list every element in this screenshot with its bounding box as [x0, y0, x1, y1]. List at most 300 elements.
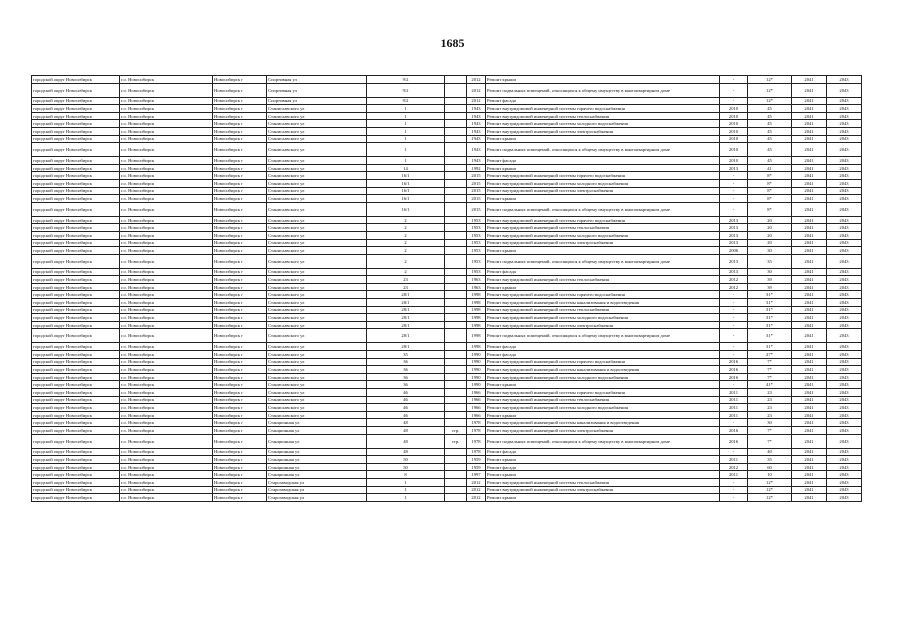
- cell-settlement: г.о. Новосибирск: [120, 411, 213, 419]
- cell-last-repair-year: -: [720, 179, 748, 187]
- cell-wear-percent: 39: [748, 276, 792, 284]
- cell-house: 16/1: [367, 179, 445, 187]
- cell-municipality: городской округ Новосибирск: [32, 306, 120, 314]
- cell-plan-start: 2041: [792, 478, 827, 486]
- cell-locality: Новосибирск г: [213, 97, 267, 105]
- cell-settlement: г.о. Новосибирск: [120, 135, 213, 143]
- table-row: [32, 247, 862, 255]
- cell-house: 8: [367, 471, 445, 479]
- cell-house: 1: [367, 127, 445, 135]
- cell-last-repair-year: 2013: [720, 216, 748, 224]
- cell-municipality: городской округ Новосибирск: [32, 448, 120, 456]
- cell-last-repair-year: 2010: [720, 135, 748, 143]
- cell-settlement: г.о. Новосибирск: [120, 404, 213, 412]
- cell-building: [445, 494, 467, 502]
- cell-municipality: городской округ Новосибирск: [32, 373, 120, 381]
- cell-wear-percent: 7*: [748, 373, 792, 381]
- cell-last-repair-year: 2011: [720, 456, 748, 464]
- cell-wear-percent: 40: [748, 448, 792, 456]
- cell-municipality: городской округ Новосибирск: [32, 389, 120, 397]
- cell-last-repair-year: 2012: [720, 463, 748, 471]
- cell-last-repair-year: -: [720, 306, 748, 314]
- cell-last-repair-year: -: [720, 76, 748, 84]
- cell-plan-start: 2041: [792, 329, 827, 343]
- cell-plan-start: 2041: [792, 120, 827, 128]
- cell-settlement: г.о. Новосибирск: [120, 351, 213, 359]
- cell-work-type: Ремонт фасада: [486, 343, 720, 351]
- cell-work-type: Ремонт внутридомовой инженерной системы холодного водоснабжения: [486, 314, 720, 322]
- cell-building: [445, 463, 467, 471]
- cell-house: 46: [367, 404, 445, 412]
- cell-work-type: Ремонт внутридомовой инженерной системы холодного водоснабжения: [486, 231, 720, 239]
- cell-settlement: г.о. Новосибирск: [120, 83, 213, 97]
- cell-building: [445, 120, 467, 128]
- cell-plan-start: 2041: [792, 396, 827, 404]
- cell-settlement: г.о. Новосибирск: [120, 494, 213, 502]
- cell-building: [445, 97, 467, 105]
- cell-year-built: 2015: [467, 179, 486, 187]
- cell-year-built: 2012: [467, 494, 486, 502]
- cell-last-repair-year: 2012: [720, 276, 748, 284]
- cell-settlement: г.о. Новосибирск: [120, 329, 213, 343]
- cell-municipality: городской округ Новосибирск: [32, 411, 120, 419]
- cell-plan-end: 2043: [827, 239, 862, 247]
- cell-last-repair-year: -: [720, 321, 748, 329]
- cell-plan-end: 2043: [827, 463, 862, 471]
- cell-house: 9/2: [367, 83, 445, 97]
- cell-settlement: г.о. Новосибирск: [120, 343, 213, 351]
- cell-locality: Новосибирск г: [213, 247, 267, 255]
- cell-house: 2: [367, 216, 445, 224]
- cell-plan-start: 2041: [792, 373, 827, 381]
- cell-plan-end: 2043: [827, 231, 862, 239]
- cell-work-type: Ремонт внутридомовой инженерной системы теплоснабжения: [486, 224, 720, 232]
- cell-settlement: г.о. Новосибирск: [120, 396, 213, 404]
- cell-building: [445, 478, 467, 486]
- cell-building: [445, 419, 467, 427]
- cell-building: [445, 351, 467, 359]
- cell-settlement: г.о. Новосибирск: [120, 314, 213, 322]
- cell-wear-percent: 31*: [748, 291, 792, 299]
- table-row: [32, 195, 862, 203]
- cell-plan-end: 2043: [827, 411, 862, 419]
- cell-plan-start: 2041: [792, 486, 827, 494]
- cell-municipality: городской округ Новосибирск: [32, 276, 120, 284]
- cell-locality: Новосибирск г: [213, 306, 267, 314]
- cell-last-repair-year: -: [720, 195, 748, 203]
- cell-work-type: Ремонт крыши: [486, 456, 720, 464]
- cell-house: 28/1: [367, 343, 445, 351]
- table-row: [32, 404, 862, 412]
- cell-street: Спортивная ул: [267, 97, 367, 105]
- cell-wear-percent: 30: [748, 247, 792, 255]
- cell-work-type: Ремонт внутридомовой инженерной системы холодного водоснабжения: [486, 120, 720, 128]
- cell-locality: Новосибирск г: [213, 471, 267, 479]
- table-row: [32, 358, 862, 366]
- cell-street: Старозаводская ул: [267, 486, 367, 494]
- table-row: [32, 448, 862, 456]
- table-row: [32, 321, 862, 329]
- cell-plan-start: 2041: [792, 164, 827, 172]
- cell-plan-end: 2043: [827, 404, 862, 412]
- table-row: [32, 120, 862, 128]
- cell-last-repair-year: 2010: [720, 157, 748, 165]
- cell-locality: Новосибирск г: [213, 381, 267, 389]
- cell-settlement: г.о. Новосибирск: [120, 434, 213, 448]
- cell-house: 28/1: [367, 329, 445, 343]
- cell-municipality: городской округ Новосибирск: [32, 143, 120, 157]
- cell-plan-start: 2041: [792, 404, 827, 412]
- cell-municipality: городской округ Новосибирск: [32, 231, 120, 239]
- cell-plan-end: 2043: [827, 83, 862, 97]
- cell-work-type: Ремонт крыши: [486, 135, 720, 143]
- cell-municipality: городской округ Новосибирск: [32, 314, 120, 322]
- cell-municipality: городской округ Новосибирск: [32, 268, 120, 276]
- cell-last-repair-year: -: [720, 172, 748, 180]
- cell-settlement: г.о. Новосибирск: [120, 216, 213, 224]
- cell-street: Станиславского ул: [267, 381, 367, 389]
- cell-building: [445, 411, 467, 419]
- cell-street: Станционная ул: [267, 419, 367, 427]
- cell-locality: Новосибирск г: [213, 143, 267, 157]
- cell-building: [445, 381, 467, 389]
- cell-plan-end: 2043: [827, 179, 862, 187]
- cell-wear-percent: 45: [748, 135, 792, 143]
- cell-plan-end: 2043: [827, 112, 862, 120]
- cell-last-repair-year: -: [720, 448, 748, 456]
- cell-street: Старозаводская ул: [267, 494, 367, 502]
- table-row: [32, 291, 862, 299]
- table-row: [32, 112, 862, 120]
- cell-building: [445, 164, 467, 172]
- cell-wear-percent: 30: [748, 268, 792, 276]
- cell-settlement: г.о. Новосибирск: [120, 291, 213, 299]
- cell-wear-percent: 23: [748, 411, 792, 419]
- cell-municipality: городской округ Новосибирск: [32, 195, 120, 203]
- cell-year-built: 1943: [467, 120, 486, 128]
- cell-street: Станиславского ул: [267, 343, 367, 351]
- cell-locality: Новосибирск г: [213, 389, 267, 397]
- cell-wear-percent: 8*: [748, 187, 792, 195]
- cell-street: Станиславского ул: [267, 105, 367, 113]
- table-row: [32, 329, 862, 343]
- cell-year-built: 1990: [467, 351, 486, 359]
- cell-street: Станиславского ул: [267, 404, 367, 412]
- cell-locality: Новосибирск г: [213, 321, 267, 329]
- cell-municipality: городской округ Новосибирск: [32, 127, 120, 135]
- table-row: [32, 299, 862, 307]
- cell-municipality: городской округ Новосибирск: [32, 478, 120, 486]
- cell-municipality: городской округ Новосибирск: [32, 172, 120, 180]
- table-row: [32, 105, 862, 113]
- cell-plan-start: 2041: [792, 127, 827, 135]
- cell-work-type: Ремонт внутридомовой инженерной системы канализования и водоотведения: [486, 299, 720, 307]
- cell-year-built: 1990: [467, 358, 486, 366]
- cell-street: Станиславского ул: [267, 172, 367, 180]
- cell-work-type: Ремонт подвальных помещений, относящихся к общему имуществу в многоквартирном доме: [486, 83, 720, 97]
- cell-work-type: Ремонт крыши: [486, 494, 720, 502]
- cell-settlement: г.о. Новосибирск: [120, 306, 213, 314]
- cell-last-repair-year: 2010: [720, 127, 748, 135]
- cell-building: [445, 202, 467, 216]
- cell-plan-start: 2041: [792, 343, 827, 351]
- cell-plan-end: 2043: [827, 157, 862, 165]
- table-row: [32, 202, 862, 216]
- cell-plan-end: 2043: [827, 366, 862, 374]
- cell-municipality: городской округ Новосибирск: [32, 105, 120, 113]
- cell-plan-start: 2041: [792, 434, 827, 448]
- cell-year-built: 1963: [467, 283, 486, 291]
- cell-building: [445, 321, 467, 329]
- cell-building: [445, 366, 467, 374]
- cell-building: [445, 127, 467, 135]
- cell-street: Станиславского ул: [267, 299, 367, 307]
- cell-wear-percent: 10: [748, 471, 792, 479]
- cell-work-type: Ремонт внутридомовой инженерной системы электроснабжения: [486, 187, 720, 195]
- cell-plan-start: 2041: [792, 351, 827, 359]
- cell-locality: Новосибирск г: [213, 76, 267, 84]
- cell-street: Станиславского ул: [267, 195, 367, 203]
- cell-plan-start: 2041: [792, 321, 827, 329]
- cell-last-repair-year: 2016: [720, 373, 748, 381]
- cell-plan-end: 2043: [827, 314, 862, 322]
- cell-wear-percent: 20: [748, 224, 792, 232]
- cell-plan-start: 2041: [792, 112, 827, 120]
- cell-street: Станиславского ул: [267, 127, 367, 135]
- cell-house: 16/1: [367, 172, 445, 180]
- cell-plan-start: 2041: [792, 224, 827, 232]
- cell-building: [445, 276, 467, 284]
- cell-last-repair-year: 2011: [720, 396, 748, 404]
- cell-municipality: городской округ Новосибирск: [32, 404, 120, 412]
- cell-house: 2: [367, 231, 445, 239]
- table-row: [32, 486, 862, 494]
- cell-locality: Новосибирск г: [213, 486, 267, 494]
- cell-year-built: 1953: [467, 239, 486, 247]
- cell-last-repair-year: 2013: [720, 231, 748, 239]
- cell-building: [445, 157, 467, 165]
- cell-settlement: г.о. Новосибирск: [120, 268, 213, 276]
- cell-wear-percent: 45: [748, 127, 792, 135]
- cell-work-type: Ремонт фасада: [486, 351, 720, 359]
- cell-plan-start: 2041: [792, 195, 827, 203]
- table-row: [32, 314, 862, 322]
- cell-plan-start: 2041: [792, 381, 827, 389]
- table-row: [32, 396, 862, 404]
- cell-house: 48: [367, 426, 445, 434]
- cell-house: 50: [367, 463, 445, 471]
- cell-house: 36: [367, 366, 445, 374]
- cell-wear-percent: 41*: [748, 381, 792, 389]
- cell-locality: Новосибирск г: [213, 373, 267, 381]
- cell-year-built: 1953: [467, 216, 486, 224]
- cell-plan-end: 2043: [827, 172, 862, 180]
- cell-street: Станиславского ул: [267, 283, 367, 291]
- cell-house: 14: [367, 164, 445, 172]
- cell-wear-percent: 31*: [748, 299, 792, 307]
- cell-plan-end: 2043: [827, 195, 862, 203]
- cell-locality: Новосибирск г: [213, 231, 267, 239]
- cell-street: Станиславского ул: [267, 291, 367, 299]
- cell-building: [445, 314, 467, 322]
- cell-plan-start: 2041: [792, 306, 827, 314]
- cell-plan-end: 2043: [827, 105, 862, 113]
- cell-street: Станиславского ул: [267, 112, 367, 120]
- table-row: [32, 268, 862, 276]
- cell-street: Станиславского ул: [267, 247, 367, 255]
- cell-plan-end: 2043: [827, 396, 862, 404]
- cell-plan-end: 2043: [827, 76, 862, 84]
- cell-year-built: 1978: [467, 419, 486, 427]
- cell-wear-percent: 31*: [748, 329, 792, 343]
- cell-work-type: Ремонт внутридомовой инженерной системы электроснабжения: [486, 127, 720, 135]
- cell-house: 46: [367, 396, 445, 404]
- cell-wear-percent: 20: [748, 231, 792, 239]
- cell-house: 50: [367, 456, 445, 464]
- cell-house: 36: [367, 358, 445, 366]
- cell-year-built: 1998: [467, 314, 486, 322]
- cell-settlement: г.о. Новосибирск: [120, 247, 213, 255]
- cell-building: [445, 291, 467, 299]
- cell-last-repair-year: 2016: [720, 434, 748, 448]
- cell-plan-end: 2043: [827, 283, 862, 291]
- cell-plan-end: 2043: [827, 143, 862, 157]
- cell-last-repair-year: 2016: [720, 426, 748, 434]
- cell-year-built: 1998: [467, 299, 486, 307]
- cell-street: Станиславского ул: [267, 216, 367, 224]
- table-row: [32, 127, 862, 135]
- cell-settlement: г.о. Новосибирск: [120, 419, 213, 427]
- cell-wear-percent: 30: [748, 419, 792, 427]
- cell-plan-end: 2043: [827, 426, 862, 434]
- cell-work-type: Ремонт подвальных помещений, относящихся к общему имуществу в многоквартирном доме: [486, 434, 720, 448]
- cell-house: 16/1: [367, 202, 445, 216]
- cell-year-built: 1943: [467, 127, 486, 135]
- cell-last-repair-year: -: [720, 291, 748, 299]
- cell-building: [445, 486, 467, 494]
- cell-municipality: городской округ Новосибирск: [32, 494, 120, 502]
- cell-work-type: Ремонт внутридомовой инженерной системы электроснабжения: [486, 321, 720, 329]
- cell-building: [445, 404, 467, 412]
- cell-year-built: 1953: [467, 231, 486, 239]
- cell-house: 2: [367, 268, 445, 276]
- cell-plan-start: 2041: [792, 494, 827, 502]
- cell-locality: Новосибирск г: [213, 343, 267, 351]
- cell-wear-percent: 27*: [748, 351, 792, 359]
- cell-street: Станиславского ул: [267, 135, 367, 143]
- cell-plan-start: 2041: [792, 187, 827, 195]
- table-body: [32, 76, 862, 502]
- cell-wear-percent: 45: [748, 112, 792, 120]
- cell-last-repair-year: 2013: [720, 254, 748, 268]
- table-row: [32, 97, 862, 105]
- cell-street: Станиславского ул: [267, 366, 367, 374]
- table-row: [32, 239, 862, 247]
- cell-plan-end: 2043: [827, 164, 862, 172]
- cell-locality: Новосибирск г: [213, 105, 267, 113]
- cell-building: [445, 254, 467, 268]
- cell-settlement: г.о. Новосибирск: [120, 486, 213, 494]
- cell-year-built: 1998: [467, 306, 486, 314]
- cell-year-built: 1998: [467, 291, 486, 299]
- cell-settlement: г.о. Новосибирск: [120, 358, 213, 366]
- cell-wear-percent: 39: [748, 283, 792, 291]
- cell-work-type: Ремонт крыши: [486, 283, 720, 291]
- cell-wear-percent: 45: [748, 157, 792, 165]
- cell-locality: Новосибирск г: [213, 494, 267, 502]
- cell-last-repair-year: -: [720, 381, 748, 389]
- cell-street: Станиславского ул: [267, 389, 367, 397]
- cell-settlement: г.о. Новосибирск: [120, 478, 213, 486]
- cell-house: 23: [367, 283, 445, 291]
- cell-last-repair-year: 2010: [720, 105, 748, 113]
- cell-last-repair-year: -: [720, 202, 748, 216]
- cell-last-repair-year: -: [720, 83, 748, 97]
- cell-work-type: Ремонт внутридомовой инженерной системы горячего водоснабжения: [486, 358, 720, 366]
- cell-year-built: 1990: [467, 373, 486, 381]
- cell-building: [445, 471, 467, 479]
- cell-wear-percent: 60: [748, 463, 792, 471]
- cell-plan-start: 2041: [792, 105, 827, 113]
- cell-building: [445, 239, 467, 247]
- cell-house: 1: [367, 105, 445, 113]
- cell-plan-end: 2043: [827, 276, 862, 284]
- cell-house: 46: [367, 389, 445, 397]
- cell-street: Станиславского ул: [267, 306, 367, 314]
- cell-plan-start: 2041: [792, 83, 827, 97]
- cell-locality: Новосибирск г: [213, 224, 267, 232]
- cell-building: [445, 247, 467, 255]
- cell-wear-percent: 8*: [748, 179, 792, 187]
- cell-plan-end: 2043: [827, 187, 862, 195]
- cell-plan-end: 2043: [827, 478, 862, 486]
- page-number: 1685: [440, 36, 465, 50]
- cell-last-repair-year: -: [720, 314, 748, 322]
- cell-year-built: 1978: [467, 434, 486, 448]
- cell-settlement: г.о. Новосибирск: [120, 157, 213, 165]
- cell-wear-percent: 23: [748, 396, 792, 404]
- cell-municipality: городской округ Новосибирск: [32, 164, 120, 172]
- cell-house: 1: [367, 112, 445, 120]
- cell-street: Станционная ул: [267, 434, 367, 448]
- cell-plan-start: 2041: [792, 456, 827, 464]
- cell-wear-percent: 7*: [748, 366, 792, 374]
- cell-locality: Новосибирск г: [213, 299, 267, 307]
- cell-house: 9/2: [367, 97, 445, 105]
- cell-street: Станиславского ул: [267, 224, 367, 232]
- cell-locality: Новосибирск г: [213, 426, 267, 434]
- cell-house: 16/1: [367, 195, 445, 203]
- cell-plan-end: 2043: [827, 343, 862, 351]
- table-row: [32, 366, 862, 374]
- cell-plan-end: 2043: [827, 268, 862, 276]
- cell-plan-end: 2043: [827, 216, 862, 224]
- cell-plan-start: 2041: [792, 179, 827, 187]
- cell-last-repair-year: -: [720, 478, 748, 486]
- cell-work-type: Ремонт подвальных помещений, относящихся к общему имуществу в многоквартирном доме: [486, 202, 720, 216]
- cell-plan-end: 2043: [827, 381, 862, 389]
- cell-street: Станиславского ул: [267, 179, 367, 187]
- cell-plan-start: 2041: [792, 358, 827, 366]
- cell-building: [445, 143, 467, 157]
- cell-year-built: 1998: [467, 343, 486, 351]
- cell-locality: Новосибирск г: [213, 329, 267, 343]
- capital-repair-table: [31, 75, 862, 502]
- table-row: [32, 231, 862, 239]
- cell-locality: Новосибирск г: [213, 419, 267, 427]
- cell-building: [445, 389, 467, 397]
- cell-plan-end: 2043: [827, 224, 862, 232]
